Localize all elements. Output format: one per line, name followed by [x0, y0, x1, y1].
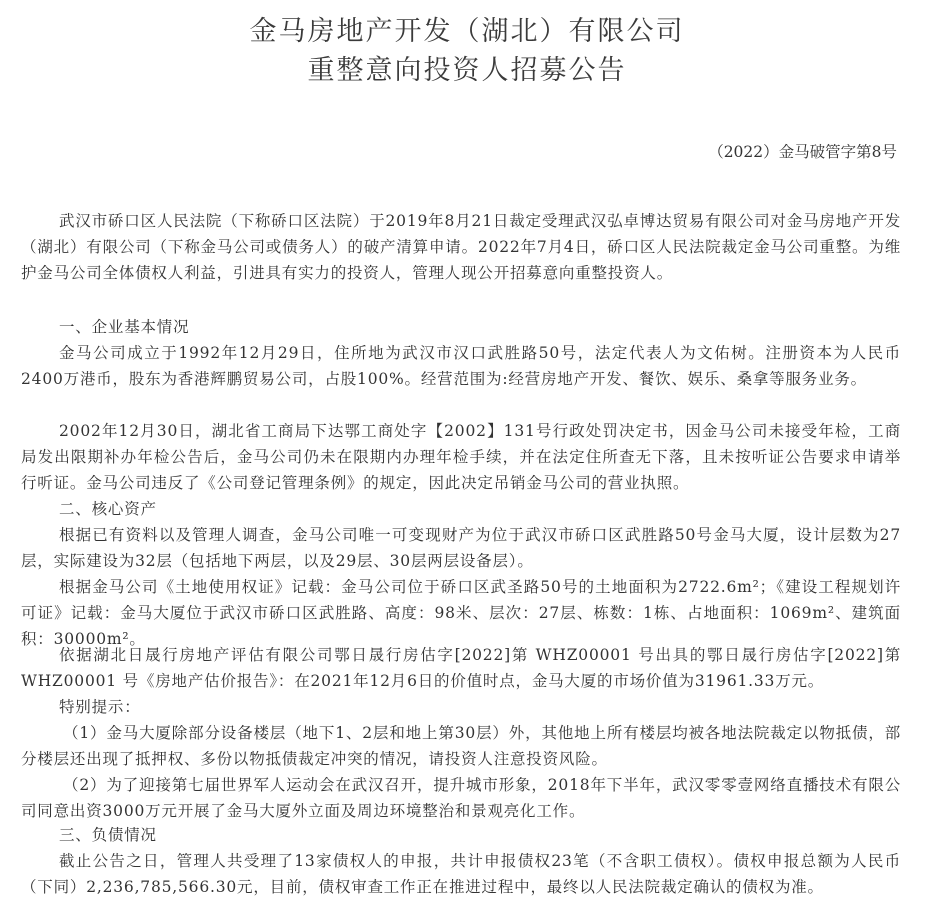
page-subtitle: 重整意向投资人招募公告: [307, 55, 627, 86]
core-asset-paragraph: 根据已有资料以及管理人调查，金马公司唯一可变现财产为位于武汉市硚口区武胜路50号金马大厦，设计层数为27层，实际建设为32层（包括地下两层，以及29层、30层两层设备层）。: [21, 526, 901, 570]
license-revocation-paragraph: 2002年12月30日，湖北省工商局下达鄂工商处字【2002】131号行政处罚决定书，因金马公司未接受年检，工商局发出限期补办年检公告后，金马公司仍未在限期内办理年检手续，并在法定住所查无下落，且未按听证公告要求申请举行听证。金马公司违反了《公司登记管理条例》的规定，因此决定吊销金马公司的营业执照。: [21, 422, 901, 492]
appraisal-paragraph: 依据湖北日晟行房地产评估有限公司鄂日晟行房估字[2022]第 WHZ00001 号出具的鄂日晟行房估字[2022]第 WHZ00001 号《房地产估价报告》：在2021年12月6日的价值时点，金马大厦的市场价值为31961.33万元。: [21, 646, 901, 690]
company-basic-info-paragraph: 金马公司成立于1992年12月29日，住所地为武汉市汉口武胜路50号，法定代表人为文佑树。注册资本为人民币2400万港币，股东为香港辉鹏贸易公司，占股100%。经营范围为:经营房地产开发、餐饮、娱乐、桑拿等服务业务。: [21, 344, 901, 388]
special-notice-item-1: （1）金马大厦除部分设备楼层（地下1、2层和地上第30层）外，其他地上所有楼层均被各地法院裁定以物抵债，部分楼层还出现了抵押权、多份以物抵债裁定冲突的情况，请投资人注意投资风险。: [21, 724, 901, 768]
land-certificate-paragraph: 根据金马公司《土地使用权证》记载：金马公司位于硚口区武圣路50号的土地面积为2722.6m²；《建设工程规划许可证》记载：金马大厦位于武汉市硚口区武胜路、高度：98米、层次：27层、栋数：1栋、占地面积：1069m²、建筑面积：30000m²。: [21, 578, 901, 648]
document-number: （2022）金马破管字第8号: [708, 143, 897, 161]
special-notice-heading: 特别提示：: [59, 698, 141, 716]
liabilities-paragraph: 截止公告之日，管理人共受理了13家债权人的申报，共计申报债权23笔（不含职工债权）。债权申报总额为人民币（下同）2,236,785,566.30元，目前，债权审查工作正在推进过程中，最终以人民法院裁定确认的债权为准。: [21, 852, 901, 896]
section-heading-company-info: 一、企业基本情况: [59, 318, 190, 336]
special-notice-item-2: （2）为了迎接第七届世界军人运动会在武汉召开，提升城市形象，2018年下半年，武汉零零壹网络直播技术有限公司同意出资3000万元开展了金马大厦外立面及周边环境整治和景观亮化工作。: [21, 776, 901, 820]
intro-paragraph: 武汉市硚口区人民法院（下称硚口区法院）于2019年8月21日裁定受理武汉弘卓博达贸易有限公司对金马房地产开发（湖北）有限公司（下称金马公司或债务人）的破产清算申请。2022年7月4日，硚口区人民法院裁定金马公司重整。为维护金马公司全体债权人利益，引进具有实力的投资人，管理人现公开招募意向重整投资人。: [21, 212, 901, 282]
section-heading-core-assets: 二、核心资产: [59, 500, 157, 518]
page-title: 金马房地产开发（湖北）有限公司: [249, 16, 685, 47]
section-heading-liabilities: 三、负债情况: [59, 826, 157, 844]
